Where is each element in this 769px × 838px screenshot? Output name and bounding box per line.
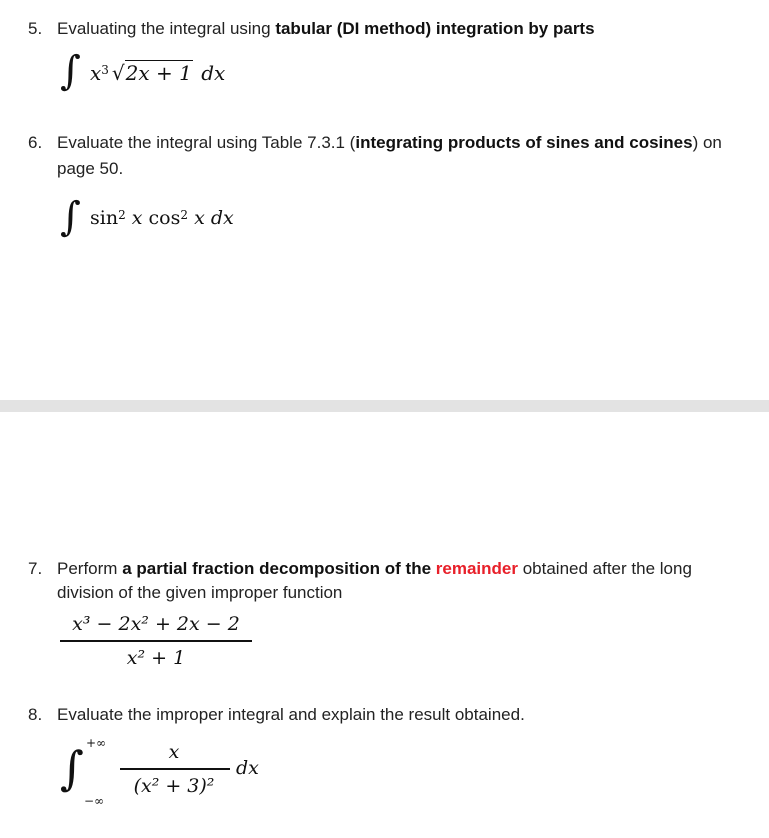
integral-sign: ∫ (60, 741, 84, 795)
worksheet-page: 5. Evaluating the integral using tabular (DI method) integration by parts ∫ $x^3$ √2x + 1 dx 6. Evaluate the integral using Table 7.3.1 (integrating products of sines and cosines) on page 50. ∫ $\sin^2 x$ $\cos^2 x$ dx 7. Perform a partial fraction decomposition of the remainder obtained after the long division of the given improper function x³ − 2x² + 2x − 2 x² + 1 8. Evaluate the improper integral and explain the result obtained. ∫ +∞ −∞ x (x² + 3)² dx (0, 0, 769, 838)
sqrt-symbol: √2x + 1 (111, 61, 192, 85)
fraction-numerator: x³ − 2x² + 2x − 2 (72, 613, 240, 635)
upper-limit: +∞ (86, 736, 107, 750)
problem-text: Evaluate the improper integral and explain the result obtained. (57, 705, 525, 724)
problem-number: 8. (28, 705, 43, 724)
differential: dx (236, 757, 259, 779)
fraction-denominator: x² + 1 (126, 647, 186, 669)
integral-expression: $x^3$ √2x + 1 dx (90, 61, 226, 85)
fraction-bar (60, 640, 252, 642)
fraction-bar (120, 768, 230, 770)
problem-text: Perform a partial fraction decomposition of the remainder obtained after the long (57, 559, 692, 578)
integral-sign: ∫ (60, 48, 81, 94)
fraction-numerator: x (168, 741, 180, 763)
fraction-denominator: (x² + 3)² (133, 775, 215, 797)
integral-sign: ∫ (60, 194, 81, 240)
problem-number: 6. (28, 133, 43, 152)
problem-text: Evaluate the integral using Table 7.3.1 (integrating products of sines and cosines) on (57, 133, 722, 152)
problem-number: 7. (28, 559, 43, 578)
problem-text: Evaluating the integral using tabular (DI method) integration by parts (57, 19, 595, 38)
section-divider (0, 400, 769, 412)
lower-limit: −∞ (84, 794, 105, 808)
problem-number: 5. (28, 19, 43, 38)
integral-expression: $\sin^2 x$ $\cos^2 x$ dx (90, 207, 234, 229)
